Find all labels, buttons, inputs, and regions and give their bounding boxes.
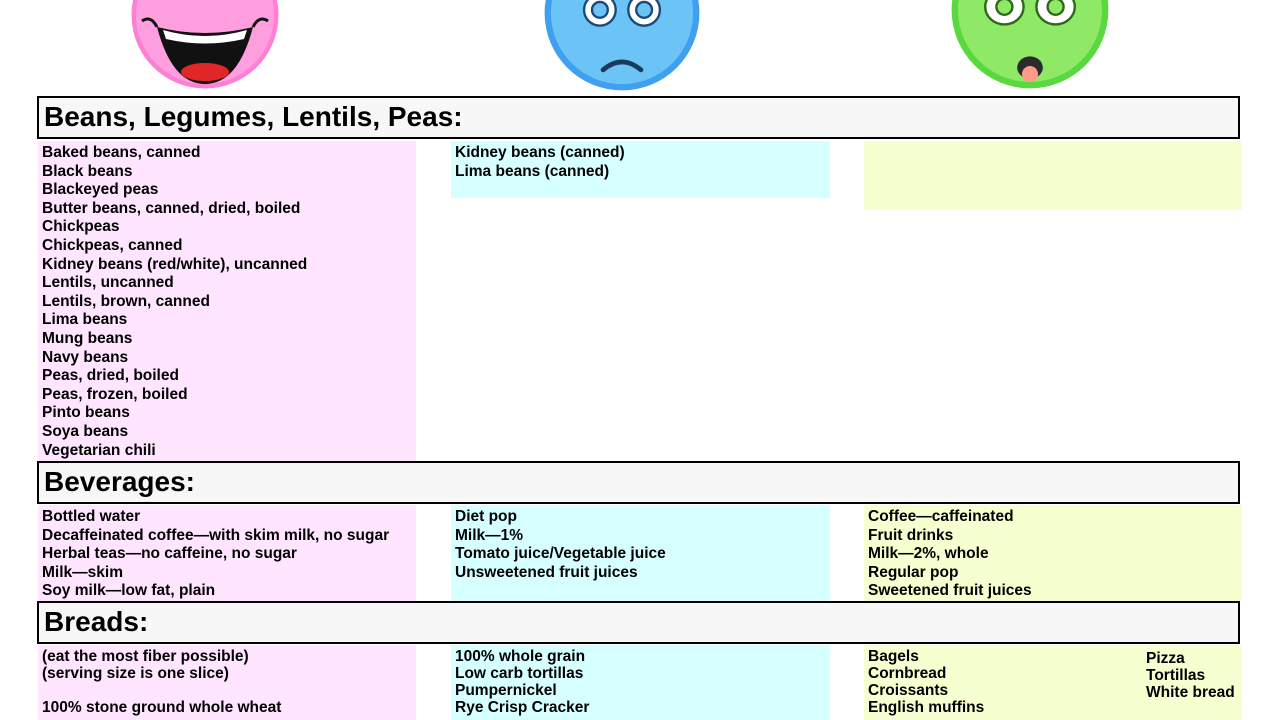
list-item: Kidney beans (canned) xyxy=(455,144,625,161)
list-item: Butter beans, canned, dried, boiled xyxy=(42,199,301,217)
sad-face-icon xyxy=(538,0,706,92)
list-item: Vegetarian chili xyxy=(42,441,156,459)
breads-moderate-column xyxy=(451,645,830,720)
list-item: Diet pop xyxy=(455,508,517,525)
beverages-limit-list xyxy=(868,508,1242,601)
list-item: Tomato juice/Vegetable juice xyxy=(455,545,666,563)
list-item: Fruit drinks xyxy=(868,526,954,544)
beans-limit-column xyxy=(864,141,1242,210)
beverages-moderate-column xyxy=(451,505,830,601)
list-item: Sweetened fruit juices xyxy=(868,582,1032,600)
list-item: Decaffeinated coffee—with skim milk, no sugar xyxy=(42,526,390,544)
list-item: Unsweetened fruit juices xyxy=(455,563,638,581)
breads-limit-extra-list xyxy=(1146,650,1235,701)
beverages-good-list xyxy=(42,508,416,601)
beans-good-column xyxy=(38,141,416,461)
list-item: Pizza xyxy=(1146,650,1185,667)
list-item: Kidney beans (red/white), uncanned xyxy=(42,255,308,273)
list-item: Milk—1% xyxy=(455,526,524,544)
list-item: Mung beans xyxy=(42,329,133,347)
list-item: Low carb tortillas xyxy=(455,665,584,682)
beans-good-list xyxy=(42,144,416,460)
list-item: Baked beans, canned xyxy=(42,144,201,161)
breads-moderate-list xyxy=(455,648,830,716)
list-item: Soy milk—low fat, plain xyxy=(42,582,216,600)
beans-moderate-column xyxy=(451,141,830,198)
breads-limit-column xyxy=(864,645,1242,720)
list-item: Tortillas xyxy=(1146,667,1206,684)
list-item: Lima beans (canned) xyxy=(455,162,610,180)
breads-good-notes xyxy=(42,648,416,682)
list-item: Chickpeas xyxy=(42,218,120,236)
list-item: Cornbread xyxy=(868,665,947,682)
beverages-moderate-list xyxy=(455,508,830,582)
list-item: Peas, dried, boiled xyxy=(42,367,179,385)
section-header-beans: Beans, Legumes, Lentils, Peas: xyxy=(37,96,1240,139)
section-header-beverages: Beverages: xyxy=(37,461,1240,504)
sick-face-icon xyxy=(948,0,1112,90)
list-item: Milk—skim xyxy=(42,563,123,581)
breads-good-list xyxy=(42,699,416,716)
list-item: White bread xyxy=(1146,684,1235,701)
list-item: Pinto beans xyxy=(42,404,130,422)
happy-face-icon xyxy=(128,0,282,90)
breads-good-column xyxy=(38,645,416,720)
list-item: Herbal teas—no caffeine, no sugar xyxy=(42,545,297,563)
list-item: Black beans xyxy=(42,162,133,180)
list-item: Coffee—caffeinated xyxy=(868,508,1014,525)
list-item: Rye Crisp Cracker xyxy=(455,699,590,716)
list-item: Bagels xyxy=(868,648,919,665)
list-item: Milk—2%, whole xyxy=(868,545,989,563)
list-item: Bottled water xyxy=(42,508,141,525)
list-item: Lima beans xyxy=(42,311,128,329)
list-item: Regular pop xyxy=(868,563,959,581)
beverages-good-column xyxy=(38,505,416,601)
beverages-limit-column xyxy=(864,505,1242,601)
beans-moderate-list xyxy=(455,144,830,181)
list-item: Lentils, uncanned xyxy=(42,274,174,292)
list-item: Chickpeas, canned xyxy=(42,236,183,254)
list-item: (serving size is one slice) xyxy=(42,665,229,682)
list-item: Blackeyed peas xyxy=(42,181,159,199)
list-item: 100% stone ground whole wheat xyxy=(42,699,282,716)
list-item: Lentils, brown, canned xyxy=(42,292,210,310)
list-item: Croissants xyxy=(868,682,949,699)
list-item: Soya beans xyxy=(42,422,129,440)
list-item: (eat the most fiber possible) xyxy=(42,648,249,665)
list-item: Pumpernickel xyxy=(455,682,557,699)
list-item: Peas, frozen, boiled xyxy=(42,385,188,403)
list-item: Navy beans xyxy=(42,348,129,366)
list-item: English muffins xyxy=(868,699,985,716)
list-item: 100% whole grain xyxy=(455,648,586,665)
section-header-breads: Breads: xyxy=(37,601,1240,644)
